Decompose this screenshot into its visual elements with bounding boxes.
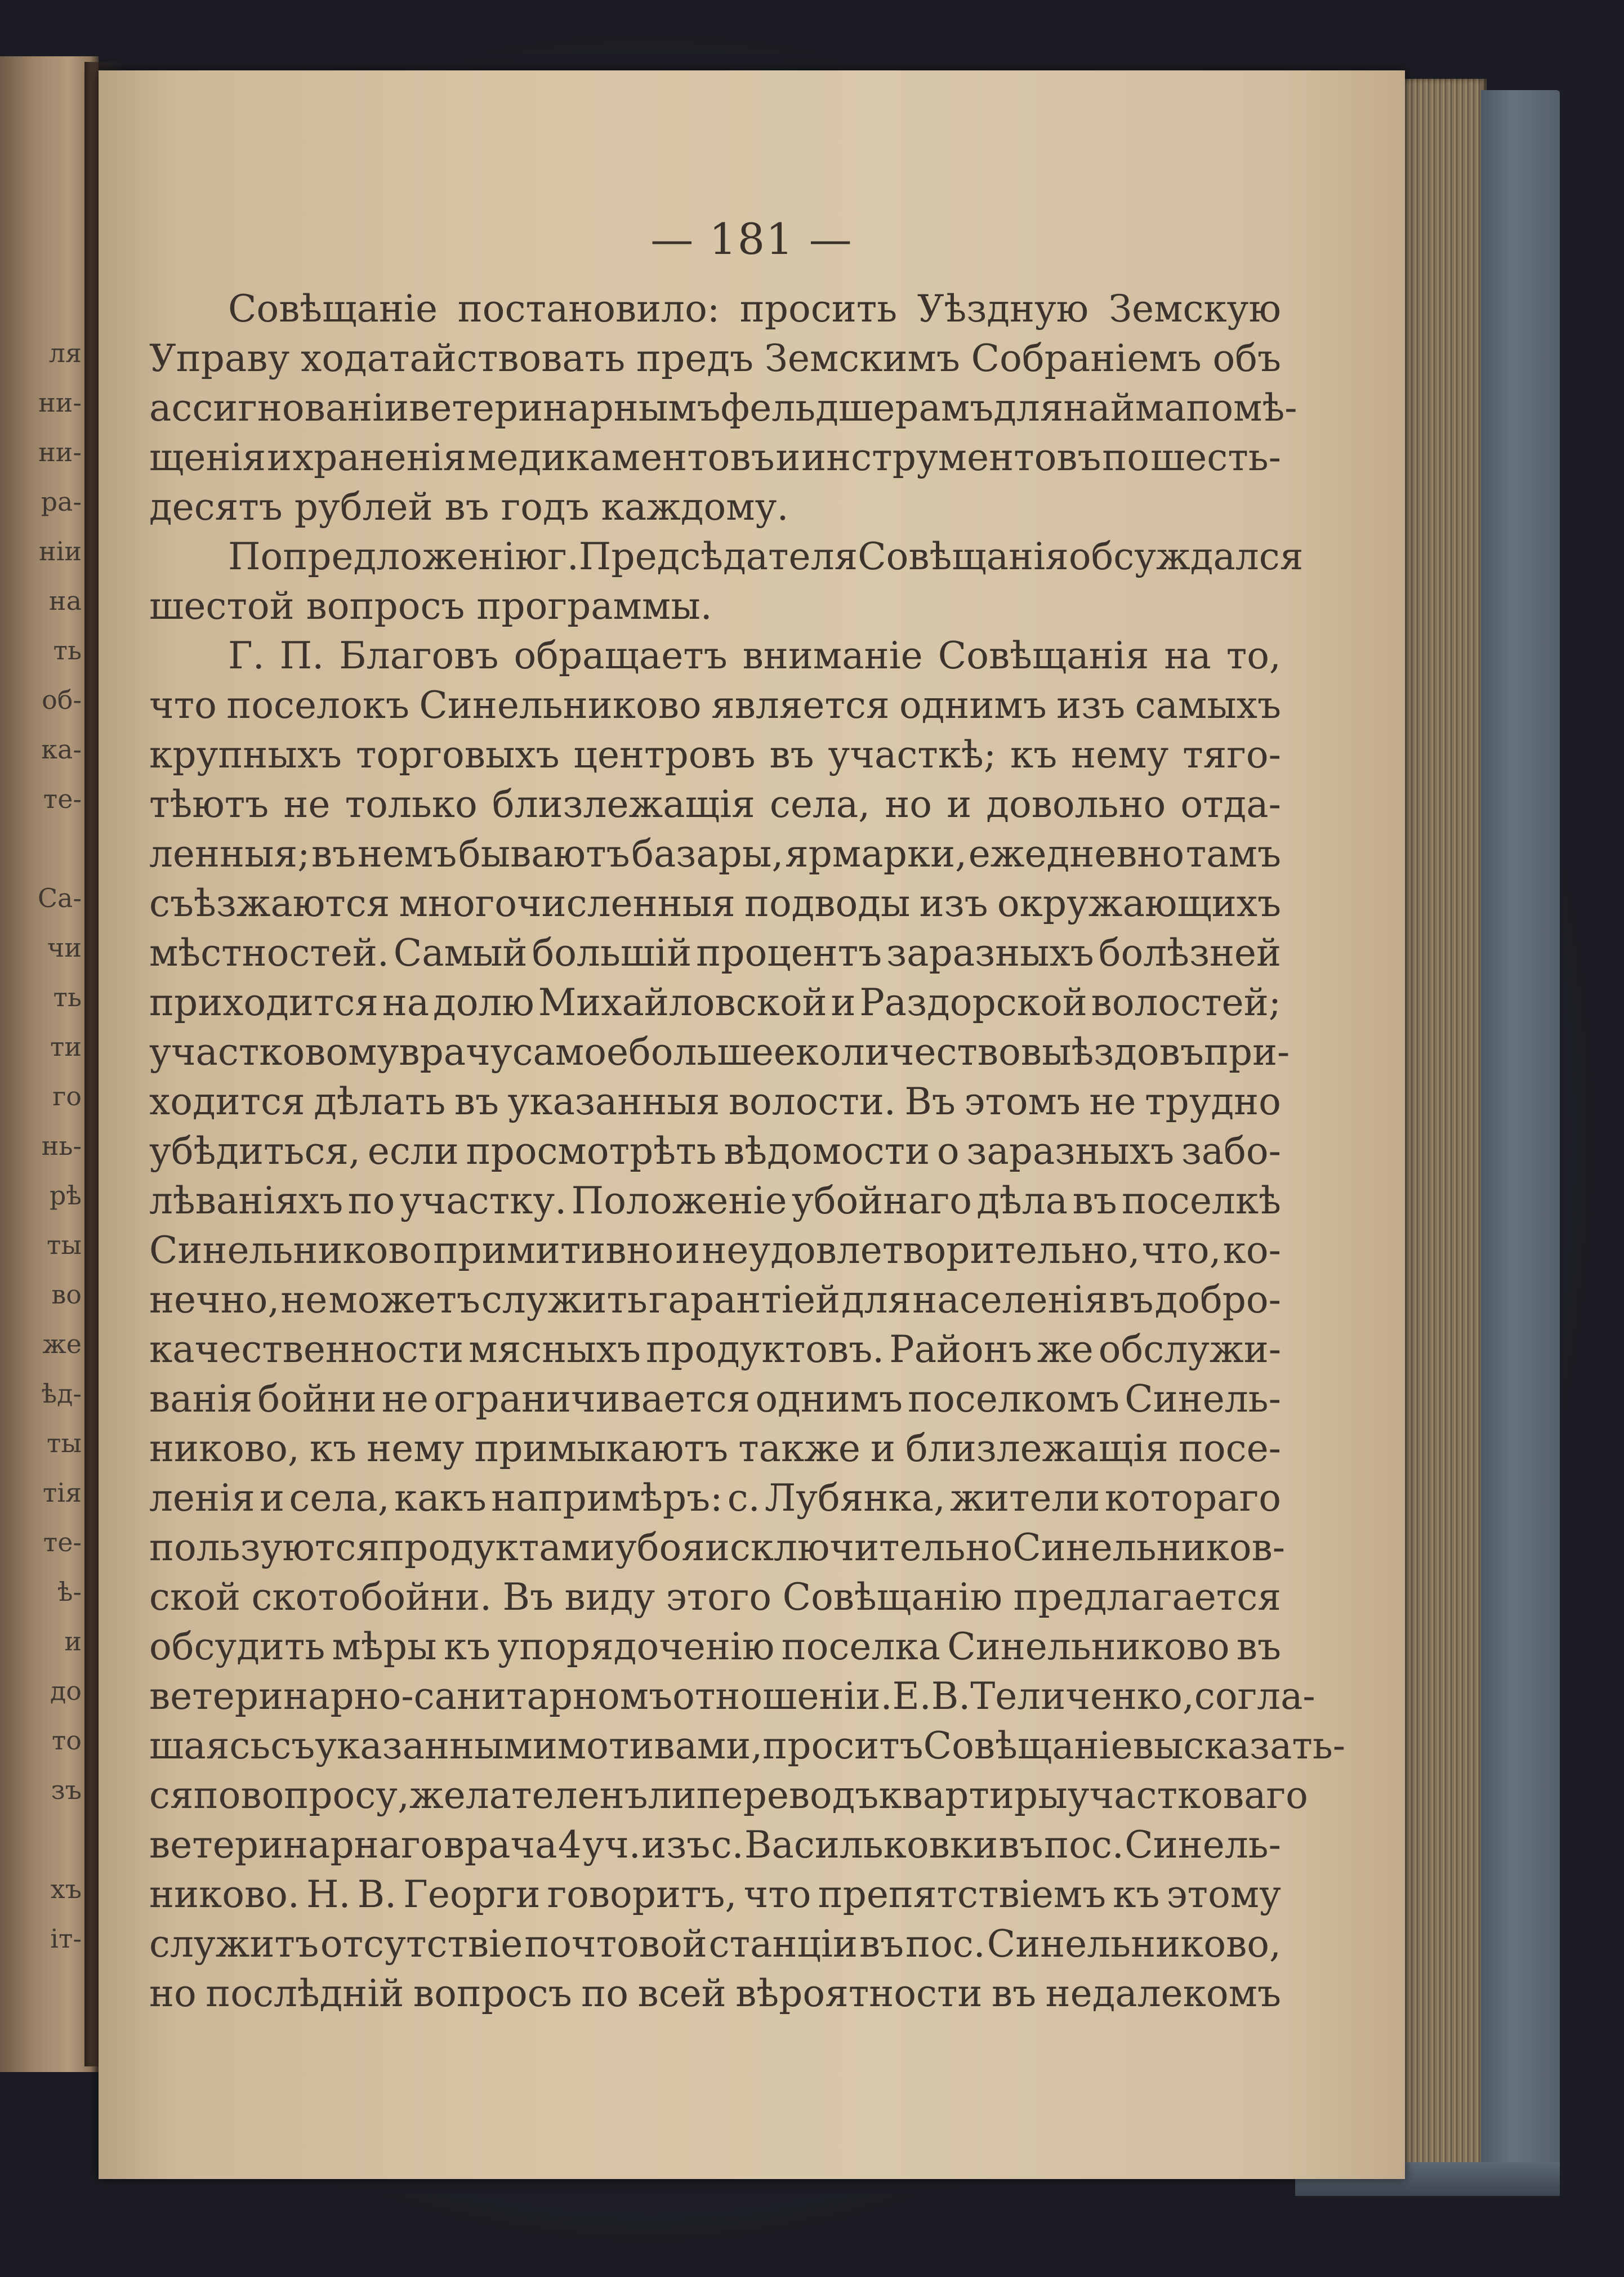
text-line: служитъ отсутствіе почтовой станціи въ пос. Синельниково, <box>149 1922 1281 1966</box>
text-line: ветеринарнаго врача 4 уч. изъ с. Васильковки въ пос. Синель- <box>149 1823 1281 1867</box>
left-page-fragment: ть <box>53 635 82 666</box>
book-cover <box>1481 90 1560 2173</box>
text-line: По предложенію г. Предсѣдателя Совѣщанія обсуждался <box>228 535 1304 578</box>
text-line: убѣдиться, если просмотрѣть вѣдомости о заразныхъ забо- <box>149 1129 1281 1173</box>
left-page-fragment: рѣ <box>49 1180 82 1211</box>
text-line: качественности мясныхъ продуктовъ. Районъ же обслужи- <box>149 1328 1281 1371</box>
text-line: пользуются продуктами убоя исключительно Синельников- <box>149 1526 1286 1569</box>
text-line: ской скотобойни. Въ виду этого Совѣщанію предлагается <box>149 1575 1281 1619</box>
left-page-fragment: ты <box>46 1428 82 1458</box>
left-page-fragment: чи <box>47 932 82 963</box>
left-page-fragment: ра- <box>41 486 82 517</box>
text-line: ветеринарно-санитарномъ отношеніи. Е. В. Теличенко, согла- <box>149 1675 1315 1718</box>
text-line: ся по вопросу, желателенъ ли переводъ квартиры участковаго <box>149 1774 1308 1817</box>
text-line: но послѣдній вопросъ по всей вѣроятности въ недалекомъ <box>149 1972 1281 2015</box>
text-line: Управу ходатайствовать предъ Земскимъ Собраніемъ объ <box>149 337 1281 380</box>
text-line: крупныхъ торговыхъ центровъ въ участкѣ; къ нему тяго- <box>149 733 1281 776</box>
left-page-fragment: те- <box>43 784 82 814</box>
left-page-fragment: ть <box>53 982 82 1012</box>
text-line: никово. Н. В. Георги говоритъ, что препятствіемъ къ этому <box>149 1873 1281 1916</box>
left-page-fragment: ты <box>46 1230 82 1260</box>
left-page-fragment: ля <box>48 338 82 368</box>
page-number: — 181 — <box>650 214 853 264</box>
left-page-fragment: нь- <box>41 1131 82 1161</box>
text-line: тѣютъ не только близлежащія села, но и довольно отда- <box>149 783 1281 826</box>
text-line: шаясь съ указанными мотивами, проситъ Совѣщаніе высказать- <box>149 1724 1346 1767</box>
left-page-fragment: до <box>50 1676 82 1706</box>
text-line: приходится на долю Михайловской и Раздорской волостей; <box>149 981 1281 1024</box>
text-line: лѣваніяхъ по участку. Положеніе убойнаго дѣла въ поселкѣ <box>149 1179 1281 1222</box>
text-line: участковому врачу самое большее количество выѣздовъ при- <box>149 1030 1290 1074</box>
left-page-fragment: зъ <box>51 1775 82 1805</box>
left-page-fragment: ти <box>50 1032 82 1062</box>
left-page-fragment: же <box>42 1329 82 1359</box>
left-page-fragment: іт- <box>50 1923 82 1954</box>
text-line: Совѣщаніе постановило: просить Уѣздную Земскую <box>228 287 1281 331</box>
text-line: Г. П. Благовъ обращаетъ вниманіе Совѣщанія на то, <box>228 634 1281 677</box>
text-line: ванія бойни не ограничивается однимъ поселкомъ Синель- <box>149 1377 1281 1421</box>
left-page-fragment: хъ <box>50 1874 82 1904</box>
left-page-fragment: ни- <box>38 387 82 418</box>
left-facing-page <box>0 56 99 2072</box>
text-line: съѣзжаются многочисленныя подводы изъ окружающихъ <box>149 882 1281 925</box>
left-page-fragment: во <box>51 1279 82 1310</box>
text-line: ассигнованіи ветеринарнымъ фельдшерамъ для найма помѣ- <box>149 386 1297 430</box>
text-line: десятъ рублей въ годъ каждому. <box>149 485 789 529</box>
left-page-fragment: Са- <box>37 883 82 913</box>
left-page-fragment: ѣд- <box>41 1378 82 1409</box>
page-text <box>149 284 1346 2019</box>
left-page-fragment: ѣ- <box>57 1577 82 1607</box>
book-page <box>99 70 1405 2179</box>
text-line: ленія и села, какъ напримѣръ: с. Лубянка, жители котораго <box>149 1476 1281 1520</box>
left-page-fragment: го <box>52 1081 82 1111</box>
left-page-fragment: тія <box>42 1477 82 1508</box>
text-line: Синельниково примитивно и неудовлетворительно, что, ко- <box>149 1229 1281 1272</box>
text-line: обсудить мѣры къ упорядоченію поселка Синельниково въ <box>149 1625 1281 1668</box>
text-line: что поселокъ Синельниково является однимъ изъ самыхъ <box>149 684 1281 727</box>
text-line: ходится дѣлать въ указанныя волости. Въ этомъ не трудно <box>149 1080 1281 1123</box>
left-page-fragment: ни- <box>38 437 82 467</box>
text-line: нечно, не можетъ служить гарантіей для населенія въ добро- <box>149 1278 1281 1321</box>
left-page-fragment: ніи <box>38 536 82 566</box>
left-page-fragment: то <box>51 1725 82 1756</box>
left-page-fragment: об- <box>42 685 82 715</box>
left-page-fragment: ка- <box>41 734 82 765</box>
left-page-fragment: те- <box>43 1527 82 1557</box>
left-page-fragment: и <box>64 1626 82 1657</box>
text-line: ленныя; въ немъ бываютъ базары, ярмарки, ежедневно тамъ <box>149 832 1281 876</box>
text-line: никово, къ нему примыкаютъ также и близлежащія посе- <box>149 1427 1281 1470</box>
page-edges <box>1402 79 1487 2173</box>
left-page-fragment: на <box>48 586 82 616</box>
text-line: щенія и храненія медикаментовъ и инструментовъ по шесть- <box>149 436 1281 479</box>
text-line: мѣстностей. Самый большій процентъ заразныхъ болѣзней <box>149 931 1281 975</box>
text-line: шестой вопросъ программы. <box>149 584 712 628</box>
